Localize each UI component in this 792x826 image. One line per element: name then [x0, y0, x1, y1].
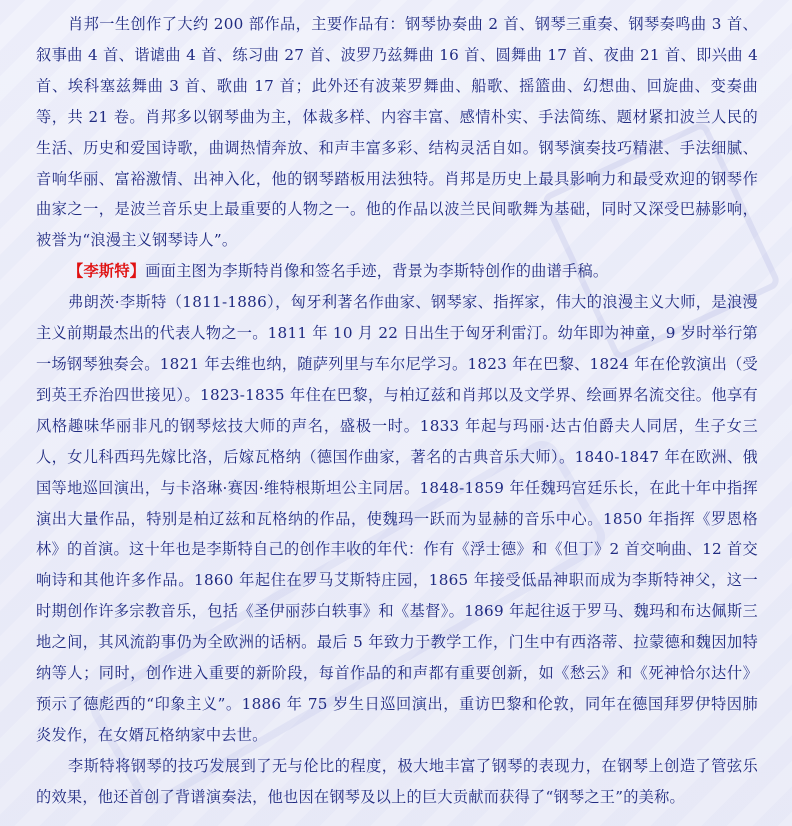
paragraph-liszt-biography: [36, 287, 758, 751]
paragraph-text: 肖邦一生创作了大约 200 部作品，主要作品有：钢琴协奏曲 2 首、钢琴三重奏、钢琴奏鸣曲 3 首、叙事曲 4 首、谐谑曲 4 首、练习曲 27 首、波罗乃兹舞曲 16 首、圆舞曲 17 首、夜曲 21 首、即兴曲 4 首、埃科塞兹舞曲 3 首、歌曲 17 首；此外还有波莱罗舞曲、船歌、摇篮曲、幻想曲、回旋曲、变奏曲等，共 21 卷。肖邦多以钢琴曲为主，体裁多样、内容丰富、感情朴实、手法简练、题材紧扣波兰人民的生活、历史和爱国诗歌，曲调热情奔放、和声丰富多彩、结构灵活自如。钢琴演奏技巧精湛、手法细腻、音响华丽、富裕激情、出神入化，他的钢琴踏板用法独特。肖邦是历史上最具影响力和最受欢迎的钢琴作曲家之一，是波兰音乐史上最重要的人物之一。他的作品以波兰民间歌舞为基础，同时又深受巴赫影响，被誉为“浪漫主义钢琴诗人”。: [36, 15, 758, 250]
paragraph-text: 李斯特将钢琴的技巧发展到了无与伦比的程度，极大地丰富了钢琴的表现力，在钢琴上创造了管弦乐的效果，他还首创了背谱演奏法，他也因在钢琴及以上的巨大贡献而获得了“钢琴之王”的美称。: [36, 756, 758, 806]
article-body: [36, 9, 758, 813]
paragraph-liszt-caption: [36, 256, 758, 287]
paragraph-liszt-legacy: [36, 751, 758, 813]
paragraph-text: 画面主图为李斯特肖像和签名手迹，背景为李斯特创作的曲谱手稿。: [145, 262, 609, 281]
paragraph-chopin-works: [36, 9, 758, 256]
section-heading-liszt: 【李斯特】: [68, 262, 146, 281]
paragraph-text: 弗朗茨·李斯特（1811-1886），匈牙利著名作曲家、钢琴家、指挥家，伟大的浪漫主义大师，是浪漫主义前期最杰出的代表人物之一。1811 年 10 月 22 日出生于匈牙利雷汀。幼年即为神童，9 岁时举行第一场钢琴独奏会。1821 年去维也纳，随萨列里与车尔尼学习。1823 年在巴黎、1824 年在伦敦演出（受到英王乔治四世接见）。1823-1835 年住在巴黎，与柏辽兹和肖邦以及文学界、绘画界名流交往。他享有风格趣味华丽非凡的钢琴炫技大师的声名，盛极一时。1833 年起与玛丽·达古伯爵夫人同居，生子女三人，女儿科西玛先嫁比洛，后嫁瓦格纳（德国作曲家，著名的古典音乐大师）。1840-1847 年在欧洲、俄国等地巡回演出，与卡洛琳·赛因·维特根斯坦公主同居。1848-1859 年任魏玛宫廷乐长，在此十年中指挥演出大量作品，特别是柏辽兹和瓦格纳的作品，使魏玛一跃而为显赫的音乐中心。1850 年指挥《罗恩格林》的首演。这十年也是李斯特自己的创作丰收的年代：作有《浮士德》和《但丁》2 首交响曲、12 首交响诗和其他许多作品。1860 年起住在罗马艾斯特庄园，1865 年接受低品神职而成为李斯特神父，这一时期创作许多宗教音乐，包括《圣伊丽莎白轶事》和《基督》。1869 年起往返于罗马、魏玛和布达佩斯三地之间，其风流韵事仍为全欧洲的话柄。最后 5 年致力于教学工作，门生中有西洛蒂、拉蒙德和魏因加特纳等人；同时，创作进入重要的新阶段，每首作品的和声都有重要创新，如《愁云》和《死神恰尔达什》预示了德彪西的“印象主义”。1886 年 75 岁生日巡回演出，重访巴黎和伦敦，同年在德国拜罗伊特因肺炎发作，在女婿瓦格纳家中去世。: [36, 293, 758, 744]
